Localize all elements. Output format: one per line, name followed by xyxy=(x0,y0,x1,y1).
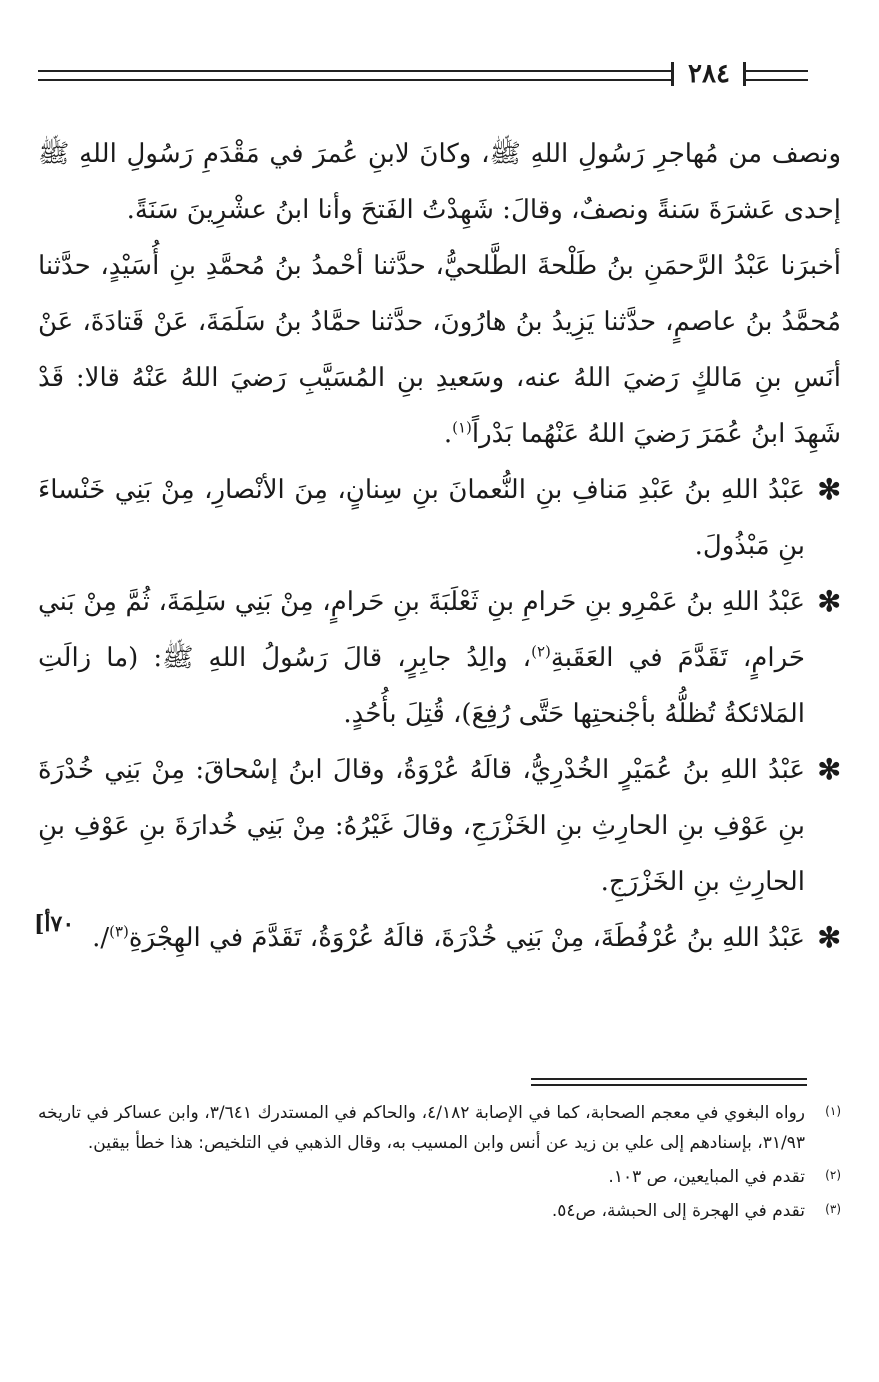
footnote-number: (٣) xyxy=(825,1202,841,1216)
entry-4-end: /. xyxy=(92,923,110,953)
entry-1-text: عَبْدُ اللهِ بنُ عَبْدِ مَنافِ بنِ النُّعمانَ بنِ سِنانٍ، مِنَ الأنْصارِ، مِنْ بَنِي خَنْساءَ بنِ مَبْذُولَ. xyxy=(38,475,805,561)
main-text xyxy=(34,126,841,966)
entry-1 xyxy=(38,462,841,574)
header-rule-long xyxy=(38,70,671,81)
footnote-ref-1[interactable]: (١) xyxy=(452,418,472,437)
footnote-1 xyxy=(38,1098,841,1158)
asterisk-bullet-icon: ✻ xyxy=(817,585,841,618)
footnote-text: تقدم في الهجرة إلى الحبشة، ص٥٤. xyxy=(551,1201,805,1221)
header-bar-left xyxy=(671,62,674,86)
footnote-3 xyxy=(38,1196,841,1226)
footnote-number: (٢) xyxy=(825,1168,841,1182)
paragraph-2 xyxy=(38,238,841,462)
entry-4-text: عَبْدُ اللهِ بنُ عُرْفُطَةَ، مِنْ بَنِي خُدْرَةَ، قالَهُ عُرْوَةُ، تَقَدَّمَ في الهِجْرَةِ xyxy=(128,923,805,953)
manuscript-folio-ref: [٧٠أ xyxy=(34,911,75,937)
entry-2-text-a: عَبْدُ اللهِ بنُ عَمْرِو بنِ حَرامِ بنِ ثَعْلَبَةَ بنِ حَرامٍ، مِنْ بَنِي سَلِمَةَ، ثُمَّ مِنْ بَني حَرامٍ، تَقَدَّمَ في العَقَبةِ xyxy=(38,587,805,673)
asterisk-bullet-icon: ✻ xyxy=(817,921,841,954)
footnote-separator xyxy=(531,1078,807,1086)
paragraph-2-text: أخبرَنا عَبْدُ الرَّحمَنِ بنُ طَلْحةَ الطَّلحيُّ، حدَّثنا أحْمدُ بنُ مُحمَّدِ بنِ أُسَيْدٍ، حدَّثنا مُحمَّدُ بنُ عاصمٍ، حدَّثنا يَزِيدُ بنُ هارُونَ، حدَّثنا حمَّادُ بنُ سَلَمَةَ، عَنْ قَتادَةَ، عَنْ أنَسِ بنِ مَالكٍ رَضيَ اللهُ عنه، وسَعيدِ بنِ المُسَيَّبِ رَضيَ اللهُ عَنْهُ قالا: قَدْ شَهِدَ ابنُ عُمَرَ رَضيَ اللهُ عَنْهُما بَدْراً xyxy=(38,251,841,449)
footnote-number: (١) xyxy=(825,1104,841,1118)
entry-4 xyxy=(34,910,841,966)
entry-3-text: عَبْدُ اللهِ بنُ عُمَيْرٍ الخُدْرِيُّ، قالَهُ عُرْوَةُ، وقالَ ابنُ إسْحاقَ: مِنْ بَنِي خُدْرَةَ بنِ عَوْفِ بنِ الحارِثِ بنِ الخَزْرَجِ، وقالَ غَيْرُهُ: مِنْ بَنِي خُدارَةَ بنِ عَوْفِ بنِ الحارِثِ بنِ الخَزْرَجِ. xyxy=(38,755,805,897)
paragraph-1: ونصف من مُهاجرِ رَسُولِ اللهِ ﷺ، وكانَ لابنِ عُمرَ في مَقْدَمِ رَسُولِ اللهِ ﷺ إحدى عَشرَةَ سَنةً ونصفٌ، وقالَ: شَهِدْتُ الفَتحَ وأنا ابنُ عشْرِينَ سَنَةً. xyxy=(38,139,841,225)
footnotes xyxy=(38,1098,841,1230)
footnote-ref-3[interactable]: (٣) xyxy=(109,922,129,941)
entry-3 xyxy=(38,742,841,910)
header-rule-short xyxy=(746,70,808,81)
paragraph-2-end: . xyxy=(443,419,453,449)
footnote-2 xyxy=(38,1162,841,1192)
footnote-text: تقدم في المبايعين، ص ١٠٣. xyxy=(608,1167,805,1187)
page-header xyxy=(38,58,808,94)
footnote-text: رواه البغوي في معجم الصحابة، كما في الإصابة ٤/١٨٢، والحاكم في المستدرك ٣/٦٤١، وابن عساكر في تاريخه ٣١/٩٣، بإسنادهم إلى علي بن زيد عن أنس وابن المسيب به، وقال الذهبي في التلخيص: هذا خطأ بيقين. xyxy=(38,1103,805,1153)
entry-2-text-b: ، والِدُ جابِرٍ، قالَ رَسُولُ اللهِ ﷺ: (ما زالَتِ المَلائكةُ تُظلُّهُ بأجْنحتِها حَتَّى رُفِعَ)، قُتِلَ بأُحُدٍ. xyxy=(38,643,805,729)
page-number: ٢٨٤ xyxy=(688,59,730,89)
asterisk-bullet-icon: ✻ xyxy=(817,753,841,786)
entry-2 xyxy=(38,574,841,742)
footnote-ref-2[interactable]: (٢) xyxy=(531,642,551,661)
asterisk-bullet-icon: ✻ xyxy=(817,473,841,506)
